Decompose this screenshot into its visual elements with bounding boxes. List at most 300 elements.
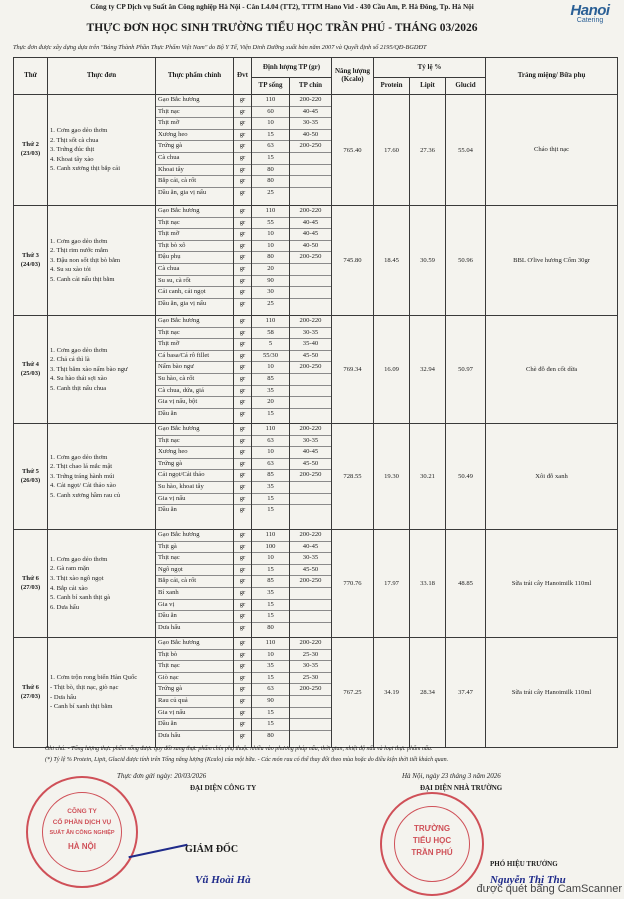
day-cell	[14, 206, 48, 316]
dishes-cell	[48, 424, 156, 530]
food-item: Gia vị nấu, bột	[156, 397, 233, 409]
cooked-qty: 200-250	[290, 684, 331, 696]
unit-item: gr	[234, 661, 251, 673]
cooked-qty	[290, 731, 331, 742]
dish-item: 2. Chả cá thì là	[50, 356, 90, 364]
food-item: Bí xanh	[156, 588, 233, 600]
cooked-qty	[290, 287, 331, 299]
day-label: Thứ 3	[22, 251, 39, 259]
food-cell	[156, 530, 234, 638]
company-stamp	[26, 776, 138, 888]
food-item: Đậu phụ	[156, 252, 233, 264]
source-note: Thực đơn được xây dựng dựa trên "Bảng Thành Phần Thực Phẩm Việt Nam" do Bộ Y Tế, Viện Dinh Dưỡng xuất bản năm 2007 và Quyết định số 2195/QĐ-BGDĐT	[13, 44, 427, 51]
protein-cell: 18.45	[374, 206, 410, 316]
cooked-qty	[290, 276, 331, 288]
unit-item: gr	[234, 165, 251, 177]
unit-item: gr	[239, 731, 246, 739]
col-raw: TP sống	[252, 78, 290, 95]
lipid-cell: 30.59	[410, 206, 446, 316]
unit-item: gr	[234, 107, 251, 119]
vice-principal-signature: Nguyễn Thị Thu	[490, 874, 566, 886]
cooked-qty	[290, 505, 331, 516]
day-row	[14, 206, 618, 316]
energy-cell: 767.25	[332, 638, 374, 748]
cooked-qty	[290, 482, 331, 494]
dish-item: 3. Đậu non sốt thịt bò bằm	[50, 256, 121, 264]
col-energy: Năng lượng (Kcalo)	[332, 58, 374, 95]
food-item: Gia vị nấu	[156, 708, 233, 720]
food-item: Thịt nạc	[156, 436, 233, 448]
day-cell	[14, 530, 48, 638]
raw-qty: 80	[267, 731, 274, 739]
scanner-watermark: được quét bằng CamScanner	[476, 883, 622, 895]
day-row	[14, 95, 618, 206]
unit-item: gr	[234, 553, 251, 565]
unit-item: gr	[239, 299, 246, 307]
cooked-qty	[290, 708, 331, 720]
dishes-cell	[48, 95, 156, 206]
dish-item: - Canh bí xanh thịt bằm	[50, 703, 113, 711]
raw-qty: 15	[252, 600, 289, 612]
raw-qty: 60	[252, 107, 289, 119]
cooked-qty: 200-220	[290, 316, 331, 328]
raw-qty: 110	[252, 530, 289, 542]
cooked-qty: 200-220	[290, 638, 331, 650]
food-cell	[156, 638, 234, 748]
cooked-qty: 45-50	[290, 459, 331, 471]
cooked-qty: 200-250	[290, 576, 331, 588]
cooked-qty	[290, 623, 331, 634]
cooked-qty: 200-250	[290, 141, 331, 153]
food-cell	[156, 424, 234, 530]
raw-qty: 15	[252, 708, 289, 720]
day-row	[14, 424, 618, 530]
day-row	[14, 638, 618, 748]
cooked-qty	[290, 165, 331, 177]
school-stamp	[380, 792, 484, 896]
raw-qty: 25	[267, 188, 274, 196]
raw-qty: 58	[252, 328, 289, 340]
dessert-cell: Xôi đỗ xanh	[486, 424, 618, 530]
raw-qty: 15	[252, 494, 289, 506]
unit-item: gr	[234, 588, 251, 600]
dishes-cell	[48, 530, 156, 638]
cooked-qty	[290, 719, 331, 731]
raw-cell	[252, 638, 290, 748]
raw-qty: 63	[252, 436, 289, 448]
dish-item: 3. Thịt băm xào nấm bào ngư	[50, 365, 128, 373]
stamp1-line: HÀ NỘI	[68, 842, 96, 851]
unit-item: gr	[234, 708, 251, 720]
cooked-cell	[290, 638, 332, 748]
day-cell	[14, 316, 48, 424]
unit-item: gr	[239, 506, 246, 514]
unit-item: gr	[234, 241, 251, 253]
dishes-cell	[48, 316, 156, 424]
food-item: Xương heo	[156, 130, 233, 142]
raw-qty: 35	[252, 588, 289, 600]
raw-cell	[252, 316, 290, 424]
raw-qty: 10	[252, 553, 289, 565]
food-item: Dầu ăn	[156, 611, 233, 623]
food-item: Ngô ngọt	[156, 565, 233, 577]
unit-item: gr	[234, 565, 251, 577]
unit-item: gr	[234, 176, 251, 188]
stamp2-line: TRẦN PHÚ	[411, 848, 453, 857]
raw-qty: 85	[252, 470, 289, 482]
unit-item: gr	[234, 638, 251, 650]
unit-item: gr	[234, 264, 251, 276]
food-item: Thịt mỡ	[156, 339, 233, 351]
dish-item: 1. Cơm gạo dẻo thơm	[50, 237, 108, 245]
unit-item: gr	[234, 118, 251, 130]
day-label: Thứ 5	[22, 467, 39, 475]
raw-cell	[252, 206, 290, 316]
cooked-qty: 40-50	[290, 130, 331, 142]
food-cell	[156, 95, 234, 206]
food-item: Gia vị	[156, 600, 233, 612]
dish-item: 1. Cơm gạo dẻo thơm	[50, 127, 108, 135]
lipid-cell: 27.36	[410, 95, 446, 206]
food-item: Gạo Bắc hương	[156, 95, 233, 107]
unit-item: gr	[234, 424, 251, 436]
cooked-qty: 200-250	[290, 252, 331, 264]
food-item: Trứng gà	[156, 459, 233, 471]
unit-item: gr	[239, 188, 246, 196]
cooked-cell	[290, 206, 332, 316]
raw-qty: 110	[252, 316, 289, 328]
food-item: Dưa hấu	[158, 731, 181, 739]
col-food: Thực phẩm chính	[156, 58, 234, 95]
dessert-cell: Sữa trái cây Hanoimilk 110ml	[486, 530, 618, 638]
protein-cell: 17.60	[374, 95, 410, 206]
cooked-qty	[290, 397, 331, 409]
cooked-qty: 200-250	[290, 362, 331, 374]
glucid-cell: 50.97	[446, 316, 486, 424]
food-item: Thịt mỡ	[156, 229, 233, 241]
day-label: Thứ 4	[22, 360, 39, 368]
food-item: Thịt gà	[156, 542, 233, 554]
unit-item: gr	[234, 374, 251, 386]
unit-item: gr	[234, 339, 251, 351]
dish-item: 1. Cơm trộn rong biển Hàn Quốc	[50, 674, 138, 682]
food-item: Bắp cải, cà rốt	[156, 576, 233, 588]
raw-qty: 15	[252, 153, 289, 165]
raw-qty: 15	[252, 565, 289, 577]
day-row	[14, 316, 618, 424]
day-date: (27/03)	[20, 692, 41, 700]
raw-qty: 110	[252, 95, 289, 107]
dish-item: 3. Trứng tráng hành múi	[50, 472, 115, 480]
protein-cell: 17.97	[374, 530, 410, 638]
cooked-qty	[290, 188, 331, 199]
stamp1-line: CỔ PHẦN DỊCH VỤ	[52, 819, 112, 826]
protein-cell: 19.30	[374, 424, 410, 530]
cooked-qty	[290, 696, 331, 708]
unit-cell	[234, 424, 252, 530]
cooked-qty: 40-50	[290, 241, 331, 253]
raw-qty: 90	[252, 696, 289, 708]
raw-qty: 20	[252, 264, 289, 276]
company-representative: ĐẠI DIỆN CÔNG TY	[190, 784, 257, 792]
dish-item: 5. Canh xương hầm rau củ	[50, 491, 121, 499]
unit-item: gr	[234, 287, 251, 299]
food-item: Gạo Bắc hương	[156, 638, 233, 650]
cooked-qty: 45-50	[290, 565, 331, 577]
cooked-qty: 30-35	[290, 436, 331, 448]
lipid-cell: 30.21	[410, 424, 446, 530]
day-date: (25/03)	[20, 369, 41, 377]
food-cell	[156, 206, 234, 316]
food-item: Giò nạc	[156, 673, 233, 685]
dessert-cell: BBL O'live hương Cốm 30gr	[486, 206, 618, 316]
energy-cell: 765.40	[332, 95, 374, 206]
raw-qty: 25	[267, 299, 274, 307]
glucid-cell: 48.85	[446, 530, 486, 638]
raw-qty: 35	[252, 661, 289, 673]
food-item: Su su, cà rốt	[156, 276, 233, 288]
raw-qty: 110	[252, 638, 289, 650]
cooked-qty: 30-35	[290, 118, 331, 130]
col-unit: Đvt	[234, 58, 252, 95]
unit-cell	[234, 638, 252, 748]
cooked-qty	[290, 299, 331, 310]
dish-item: - Dưa hấu	[50, 693, 77, 701]
unit-cell	[234, 316, 252, 424]
lipid-cell: 32.94	[410, 316, 446, 424]
col-day: Thứ	[14, 58, 48, 95]
unit-item: gr	[234, 542, 251, 554]
raw-qty: 15	[252, 673, 289, 685]
unit-item: gr	[234, 328, 251, 340]
food-item: Nấm bào ngư	[156, 362, 233, 374]
food-item: Rau củ quả	[156, 696, 233, 708]
unit-item: gr	[234, 719, 251, 731]
raw-qty: 80	[252, 176, 289, 188]
cooked-qty: 40-45	[290, 218, 331, 230]
unit-item: gr	[234, 397, 251, 409]
raw-cell	[252, 424, 290, 530]
cooked-cell	[290, 424, 332, 530]
cooked-qty	[290, 611, 331, 623]
unit-item: gr	[234, 684, 251, 696]
unit-item: gr	[234, 611, 251, 623]
food-cell	[156, 316, 234, 424]
menu-table	[13, 57, 618, 748]
unit-item: gr	[234, 447, 251, 459]
unit-item: gr	[234, 362, 251, 374]
raw-qty: 15	[252, 130, 289, 142]
day-date: (26/03)	[20, 476, 41, 484]
cooked-cell	[290, 530, 332, 638]
cooked-qty: 200-220	[290, 206, 331, 218]
date-sent: Thực đơn gửi ngày: 20/03/2026	[117, 772, 207, 780]
raw-qty: 30	[252, 287, 289, 299]
unit-item: gr	[234, 650, 251, 662]
stamp2-line: TIỂU HỌC	[412, 836, 452, 845]
school-representative: ĐẠI DIỆN NHÀ TRƯỜNG	[420, 784, 503, 792]
dish-item: 5. Canh xương thịt bắp cải	[50, 165, 121, 173]
food-item: Cải canh, cải ngọt	[156, 287, 233, 299]
raw-qty: 20	[252, 397, 289, 409]
food-item: Khoai tây	[156, 165, 233, 177]
food-item: Dưa hấu	[158, 623, 181, 631]
day-label: Thứ 6	[22, 683, 39, 691]
dish-item: 4. Khoai tây xào	[50, 155, 94, 163]
cooked-qty	[290, 374, 331, 386]
raw-qty: 110	[252, 206, 289, 218]
energy-cell: 728.55	[332, 424, 374, 530]
unit-item: gr	[234, 482, 251, 494]
hanoi-catering-logo	[564, 2, 616, 24]
unit-item: gr	[239, 409, 246, 417]
cooked-qty	[290, 176, 331, 188]
dish-item: 6. Dưa hấu	[50, 603, 80, 611]
unit-cell	[234, 530, 252, 638]
vice-principal-title: PHÓ HIỆU TRƯỞNG	[490, 860, 558, 868]
dessert-cell: Cháo thịt nạc	[486, 95, 618, 206]
raw-qty: 90	[252, 276, 289, 288]
footnote-2: (*) Tỷ lệ % Protein, Lipit, Glucid được tính trên Tổng năng lượng (Kcalo) của một bữa. - Các món rau có thể thay đổi theo mùa hoặc do điều kiện thời tiết khách quan.	[45, 757, 449, 763]
glucid-cell: 50.96	[446, 206, 486, 316]
dish-item: - Thịt bò, thịt nạc, giò nạc	[50, 683, 119, 691]
day-label: Thứ 2	[22, 141, 39, 149]
raw-qty: 10	[252, 118, 289, 130]
director-signature: Vũ Hoài Hà	[195, 874, 251, 886]
dish-item: 2. Thịt chao lá mắc mật	[50, 463, 113, 471]
glucid-cell: 37.47	[446, 638, 486, 748]
glucid-cell: 55.04	[446, 95, 486, 206]
raw-qty: 10	[252, 447, 289, 459]
dish-item: 4. Su su xào tỏi	[50, 266, 91, 274]
dish-item: 5. Canh bí xanh thịt gà	[50, 594, 111, 602]
food-item: Su hào, khoai tây	[156, 482, 233, 494]
dish-item: 4. Su hào thái sợi xào	[50, 375, 107, 383]
stamp1-line: CÔNG TY	[67, 808, 97, 815]
raw-qty: 15	[267, 409, 274, 417]
food-item: Thịt nạc	[156, 107, 233, 119]
dish-item: 1. Cơm gạo dẻo thơm	[50, 555, 108, 563]
day-row	[14, 530, 618, 638]
raw-qty: 15	[252, 719, 289, 731]
food-item: Cá basa/Cá rô fillet	[156, 351, 233, 363]
raw-qty: 55/30	[252, 351, 289, 363]
unit-item: gr	[234, 494, 251, 506]
cooked-qty: 45-50	[290, 351, 331, 363]
footnote-1: Ghi chú: - Tổng lượng thực phẩm sống được quy đổi sang thực phẩm chín phụ thuộc nhiều vào phương pháp nấu, thời gian, nhiệt độ nấu và loại thực phẩm nấu.	[45, 746, 433, 752]
food-item: Dầu ăn	[158, 409, 177, 417]
raw-qty: 10	[252, 229, 289, 241]
food-item: Dầu ăn	[156, 719, 233, 731]
raw-qty: 110	[252, 424, 289, 436]
unit-item: gr	[234, 141, 251, 153]
food-item: Xương heo	[156, 447, 233, 459]
dessert-cell: Sữa trái cây Hanoimilk 110ml	[486, 638, 618, 748]
dish-item: 5. Canh cải nấu thịt bằm	[50, 275, 115, 283]
cooked-cell	[290, 316, 332, 424]
cooked-qty: 40-45	[290, 229, 331, 241]
cooked-qty: 200-220	[290, 95, 331, 107]
raw-qty: 80	[267, 623, 274, 631]
lipid-cell: 33.18	[410, 530, 446, 638]
food-item: Thịt nạc	[156, 553, 233, 565]
dish-item: 4. Cải ngọt/ Cải thảo xào	[50, 482, 116, 490]
dish-item: 2. Thịt rim nước mắm	[50, 247, 109, 255]
dish-item: 3. Trứng đúc thịt	[50, 146, 95, 154]
food-item: Thịt bò xô	[156, 241, 233, 253]
logo-brand: Hanoi	[570, 2, 610, 19]
raw-qty: 80	[252, 252, 289, 264]
dish-item: 4. Bắp cải xào	[50, 584, 88, 592]
food-item: Dầu ăn, gia vị nấu	[158, 299, 207, 307]
food-item: Gia vị nấu	[156, 494, 233, 506]
food-item: Gạo Bắc hương	[156, 530, 233, 542]
cooked-cell	[290, 95, 332, 206]
protein-cell: 34.19	[374, 638, 410, 748]
dish-item: 5. Canh thịt nấu chua	[50, 384, 107, 392]
col-menu: Thực đơn	[48, 58, 156, 95]
day-date: (24/03)	[20, 260, 41, 268]
food-item: Su hào, cà rốt	[156, 374, 233, 386]
unit-item: gr	[234, 436, 251, 448]
signature-stroke	[128, 844, 187, 858]
raw-qty: 35	[252, 482, 289, 494]
food-item: Thịt nạc	[156, 218, 233, 230]
unit-item: gr	[234, 252, 251, 264]
food-item: Cà chua	[156, 264, 233, 276]
raw-qty: 63	[252, 141, 289, 153]
food-item: Thịt mỡ	[156, 118, 233, 130]
unit-item: gr	[239, 623, 246, 631]
unit-item: gr	[234, 530, 251, 542]
cooked-qty	[290, 588, 331, 600]
lipid-cell: 28.34	[410, 638, 446, 748]
company-header: Công ty CP Dịch vụ Suất ăn Công nghiệp Hà Nội - Căn L4.04 (TT2), TTTM Hano Vid - 430 Cầu Am, P. Hà Đông, Tp. Hà Nội	[90, 3, 474, 11]
logo-sub: Catering	[576, 17, 604, 24]
menu-body	[14, 95, 618, 748]
day-cell	[14, 424, 48, 530]
dish-item: 2. Gà ram mặn	[50, 565, 90, 573]
page-title: THỰC ĐƠN HỌC SINH TRƯỜNG TIỂU HỌC TRẦN PHÚ - THÁNG 03/2026	[86, 22, 478, 34]
unit-item: gr	[234, 229, 251, 241]
dish-item: 3. Thịt xào ngô ngọt	[50, 574, 104, 582]
unit-item: gr	[234, 130, 251, 142]
cooked-qty: 30-35	[290, 553, 331, 565]
dish-item: 2. Thịt sốt cà chua	[50, 136, 99, 144]
protein-cell: 16.09	[374, 316, 410, 424]
energy-cell: 769.34	[332, 316, 374, 424]
food-item: Cà chua	[156, 153, 233, 165]
cooked-qty	[290, 264, 331, 276]
raw-cell	[252, 530, 290, 638]
cooked-qty	[290, 494, 331, 506]
col-glucid: Glucid	[446, 78, 486, 95]
unit-item: gr	[234, 206, 251, 218]
day-cell	[14, 638, 48, 748]
food-item: Trứng gà	[156, 684, 233, 696]
cooked-qty: 40-45	[290, 447, 331, 459]
raw-qty: 10	[252, 362, 289, 374]
unit-item: gr	[234, 600, 251, 612]
col-protein: Protein	[374, 78, 410, 95]
dishes-cell	[48, 638, 156, 748]
unit-cell	[234, 206, 252, 316]
raw-qty: 100	[252, 542, 289, 554]
cooked-qty: 200-220	[290, 530, 331, 542]
raw-qty: 63	[252, 459, 289, 471]
col-quota: Định lượng TP (gr)	[252, 58, 332, 78]
dishes-cell	[48, 206, 156, 316]
